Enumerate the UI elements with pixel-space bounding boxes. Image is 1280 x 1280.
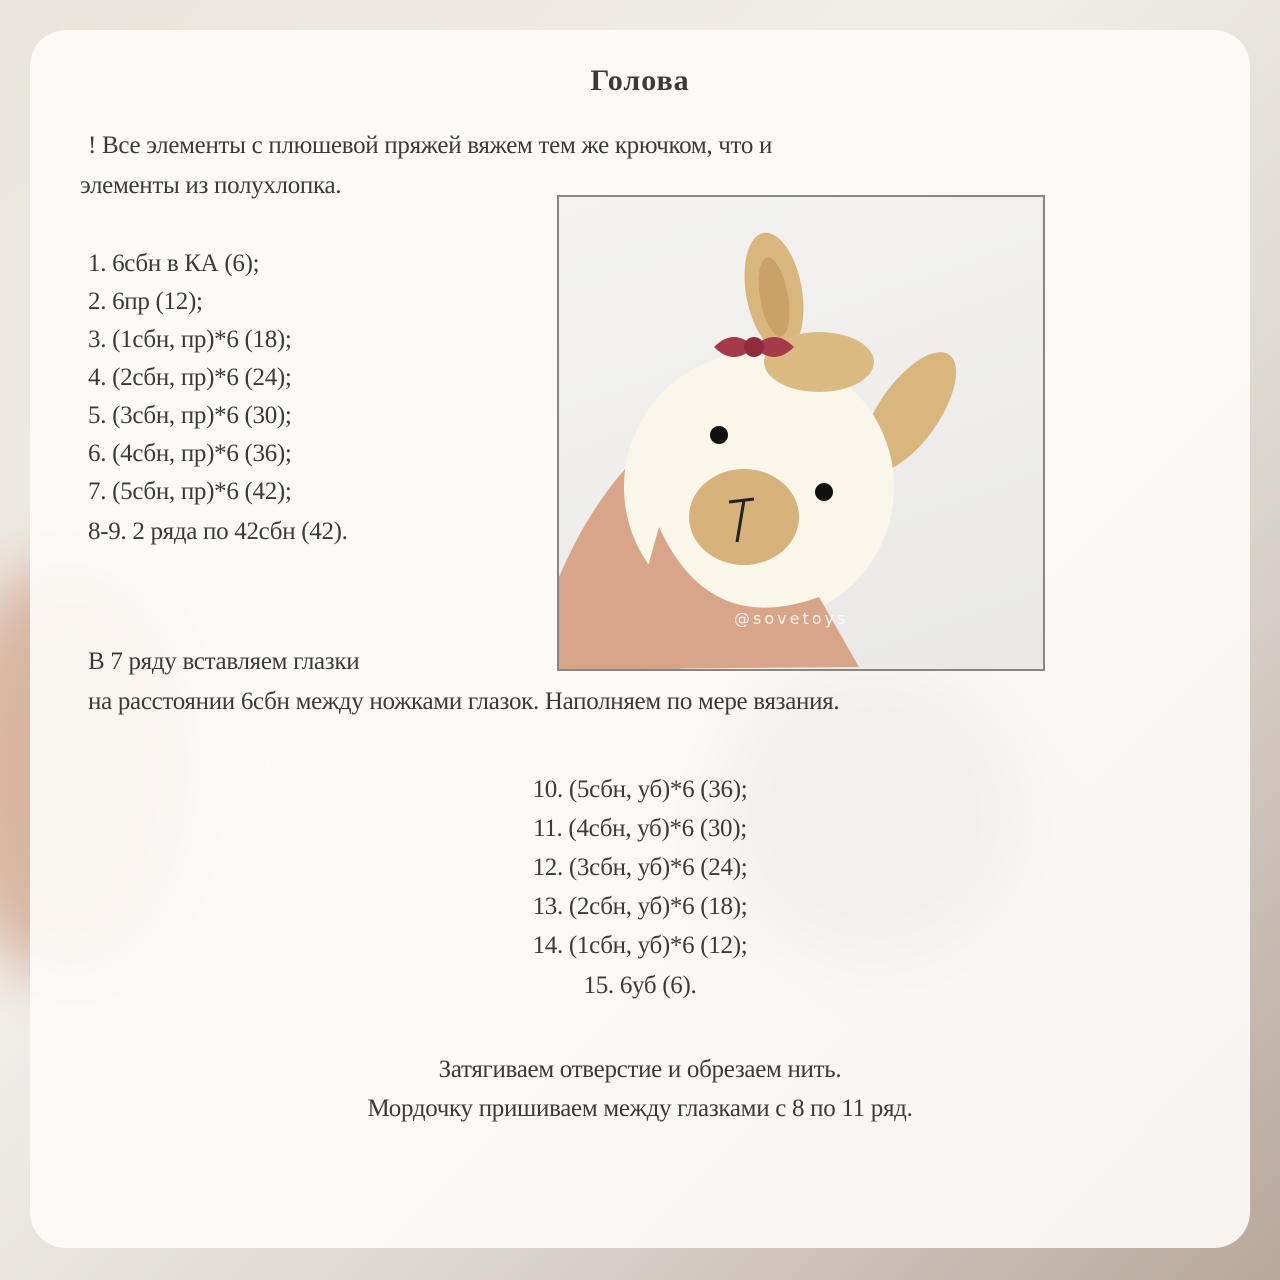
row-item: 15. 6уб (6). [583,972,697,999]
llama-illustration [559,197,1043,669]
ending-line: Мордочку пришиваем между глазками с 8 по 11 ряд. [367,1095,913,1122]
row-item: 12. (3сбн, уб)*6 (24); [532,854,748,881]
row-item: 1. 6сбн в КА (6); [88,250,260,277]
row-item: 8-9. 2 ряда по 42сбн (42). [88,518,348,545]
row-item: 7. (5сбн, пр)*6 (42); [88,478,292,505]
intro-line: элементы из полухлопка. [80,172,342,199]
note-line: на расстоянии 6сбн между ножками глазок. Наполняем по мере вязания. [88,688,840,715]
llama-head-photo [557,195,1045,671]
row-item: 13. (2сбн, уб)*6 (18); [532,893,748,920]
photo-watermark: @sovetoys [734,609,849,628]
row-item: 11. (4сбн, уб)*6 (30); [533,815,747,842]
row-item: 14. (1сбн, уб)*6 (12); [532,932,748,959]
note-line: В 7 ряду вставляем глазки [88,648,360,675]
ending-line: Затягиваем отверстие и обрезаем нить. [438,1056,842,1083]
row-item: 10. (5сбн, уб)*6 (36); [532,776,748,803]
row-item: 2. 6пр (12); [88,288,203,315]
page-title: Голова [590,64,690,97]
row-item: 5. (3сбн, пр)*6 (30); [88,402,292,429]
row-item: 6. (4сбн, пр)*6 (36); [88,440,292,467]
row-item: 4. (2сбн, пр)*6 (24); [88,364,292,391]
row-item: 3. (1сбн, пр)*6 (18); [88,326,292,353]
intro-line: ! Все элементы с плюшевой пряжей вяжем тем же крючком, что и [88,132,773,159]
